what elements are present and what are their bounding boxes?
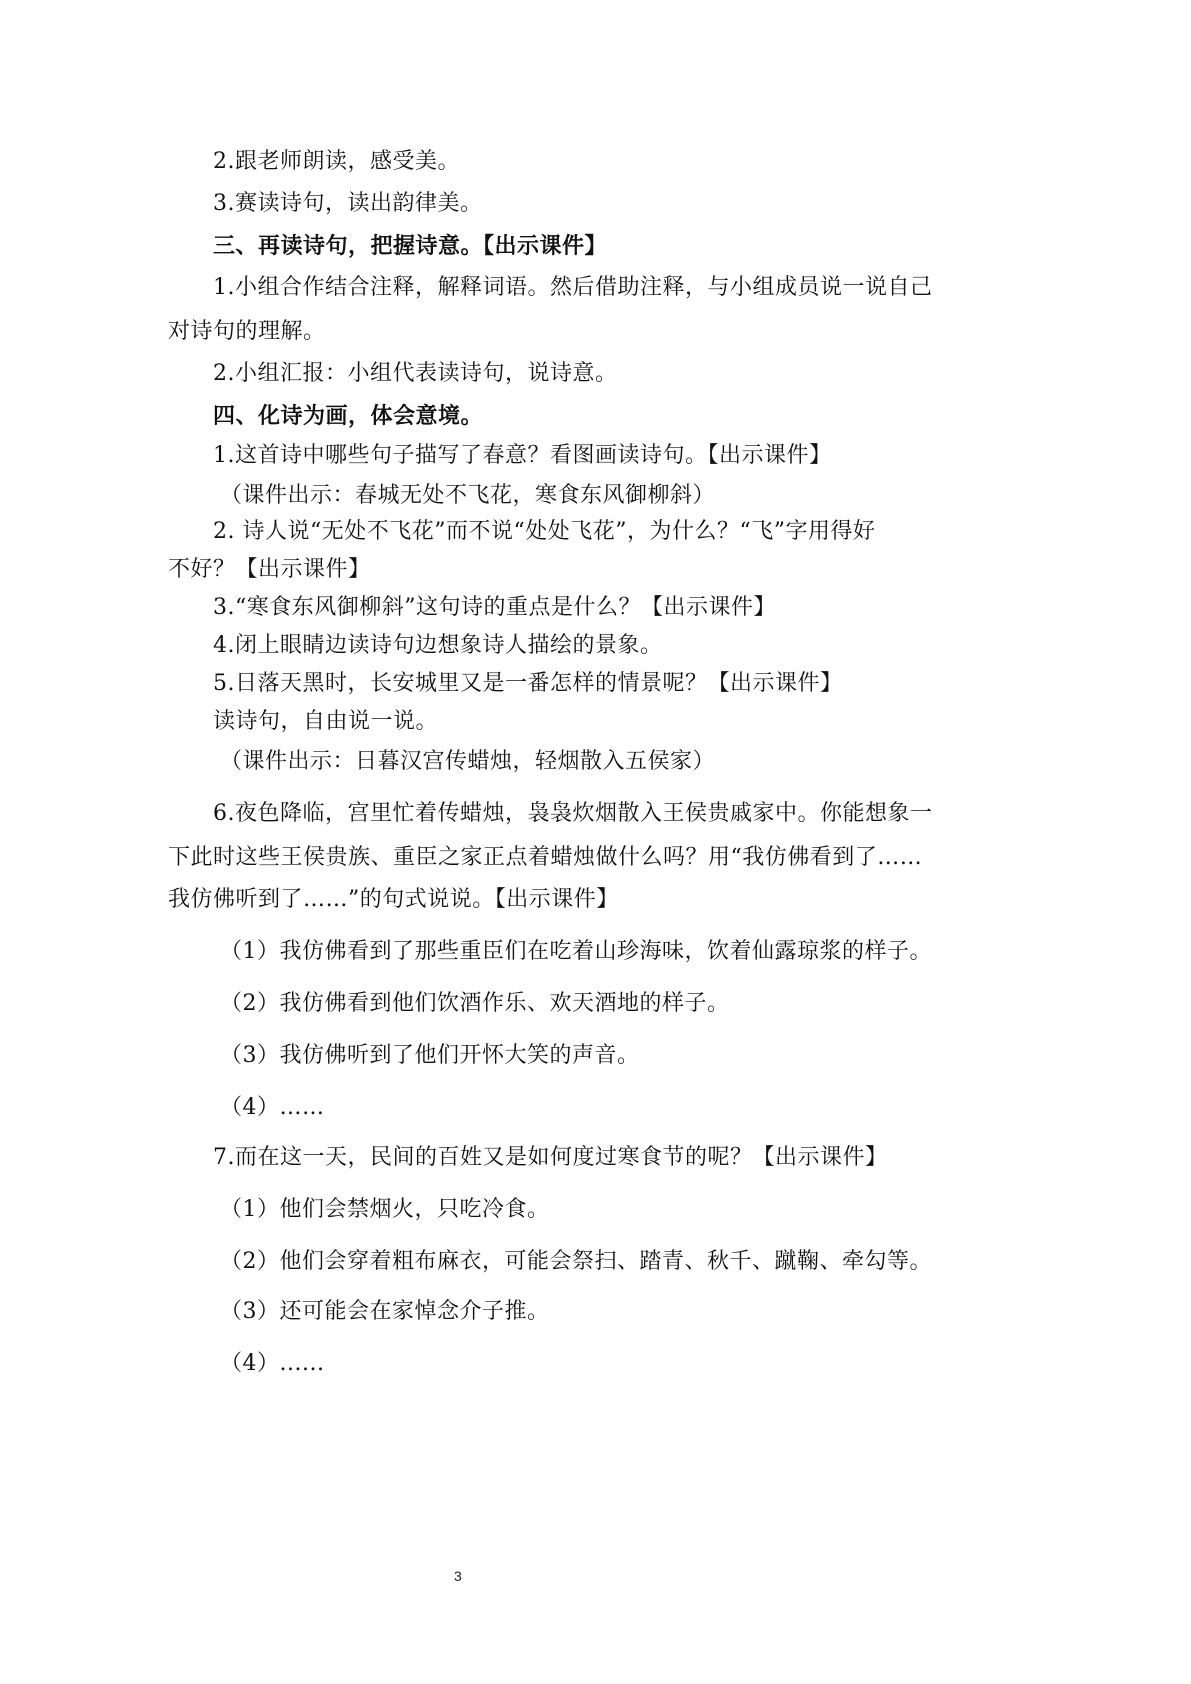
text-line: 1.这首诗中哪些句子描写了春意？看图画读诗句。【出示课件】 — [213, 443, 832, 468]
text-line: 2.跟老师朗读，感受美。 — [213, 149, 460, 174]
text-line: （课件出示：日暮汉宫传蜡烛，轻烟散入五侯家） — [220, 749, 716, 774]
text-line: （课件出示：春城无处不飞花，寒食东风御柳斜） — [220, 483, 716, 508]
text-line: 3.赛读诗句，读出韵律美。 — [213, 191, 483, 216]
text-line: 读诗句，自由说一说。 — [213, 709, 439, 734]
list-item: （4）...... — [220, 1351, 325, 1376]
list-item: （2）我仿佛看到他们饮酒作乐、欢天酒地的样子。 — [220, 991, 730, 1016]
list-item: （3）我仿佛听到了他们开怀大笑的声音。 — [220, 1043, 640, 1068]
section-heading: 三、再读诗句，把握诗意。【出示课件】 — [213, 233, 608, 259]
text-line: 下此时这些王侯贵族、重臣之家正点着蜡烛做什么吗？用“我仿佛看到了…… — [168, 845, 923, 870]
text-line: 2.小组汇报：小组代表读诗句，说诗意。 — [213, 361, 618, 386]
section-heading: 四、化诗为画，体会意境。 — [213, 403, 484, 429]
text-line: 6.夜色降临，宫里忙着传蜡烛，袅袅炊烟散入王侯贵戚家中。你能想象一 — [213, 801, 933, 826]
text-line: 3.“寒食东风御柳斜”这句诗的重点是什么？【出示课件】 — [213, 595, 776, 620]
list-item: （1）他们会禁烟火，只吃冷食。 — [220, 1197, 550, 1222]
text-line: 5.日落天黑时，长安城里又是一番怎样的情景呢？【出示课件】 — [213, 671, 843, 696]
page-number: 3 — [454, 1568, 462, 1584]
text-line: 4.闭上眼睛边读诗句边想象诗人描绘的景象。 — [213, 633, 663, 658]
text-line: 我仿佛听到了……”的句式说说。【出示课件】 — [168, 887, 619, 912]
text-line: 2. 诗人说“无处不飞花”而不说“处处飞花”，为什么？“飞”字用得好 — [213, 519, 876, 544]
list-item: （2）他们会穿着粗布麻衣，可能会祭扫、踏青、秋千、蹴鞠、牵勾等。 — [220, 1249, 932, 1274]
list-item: （4）…… — [220, 1095, 325, 1120]
list-item: （1）我仿佛看到了那些重臣们在吃着山珍海味，饮着仙露琼浆的样子。 — [220, 939, 932, 964]
text-line: 不好？【出示课件】 — [168, 557, 371, 582]
list-item: （3）还可能会在家悼念介子推。 — [220, 1299, 550, 1324]
text-line: 对诗句的理解。 — [168, 319, 326, 344]
text-line: 7.而在这一天，民间的百姓又是如何度过寒食节的呢？【出示课件】 — [213, 1145, 888, 1170]
text-line: 1.小组合作结合注释，解释词语。然后借助注释，与小组成员说一说自己 — [213, 275, 933, 300]
